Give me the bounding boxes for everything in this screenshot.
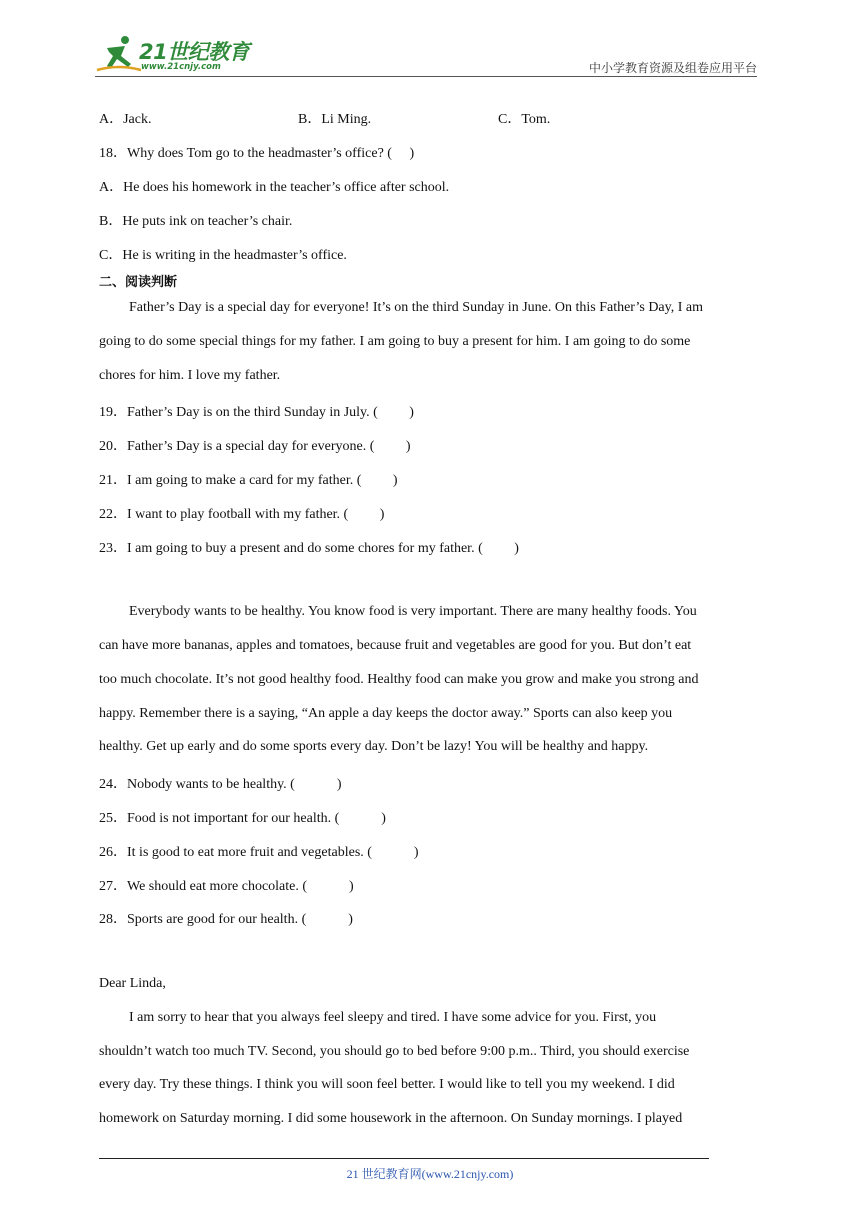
question-item: 22．I want to play football with my father. ( ) <box>99 507 385 522</box>
page-header <box>95 28 757 78</box>
question-item: 28．Sports are good for our health. ( ) <box>99 912 353 927</box>
q18-option-b: B．He puts ink on teacher’s chair. <box>99 214 293 229</box>
question-item: 26．It is good to eat more fruit and vegetables. ( ) <box>99 845 419 860</box>
q18-option-c: C．He is writing in the headmaster’s office. <box>99 248 347 263</box>
section-heading: 二、阅读判断 <box>99 275 178 290</box>
letter-line: every day. Try these things. I think you will soon feel better. I would like to tell you my weekend. I did <box>99 1077 675 1092</box>
question-item: 20．Father’s Day is a special day for everyone. ( ) <box>99 439 411 454</box>
passage2-line: too much chocolate. It’s not good healthy food. Healthy food can make you grow and make you strong and <box>99 672 699 687</box>
letter-line: I am sorry to hear that you always feel sleepy and tired. I have some advice for you. First, you <box>129 1010 657 1025</box>
passage2-line: healthy. Get up early and do some sports every day. Don’t be lazy! You will be healthy and happy. <box>99 739 649 754</box>
q18-option-a: A．He does his homework in the teacher’s office after school. <box>99 180 450 195</box>
site-logo <box>95 34 265 76</box>
logo-text: 21世纪教育 <box>139 40 250 64</box>
question-item: 25．Food is not important for our health. ( ) <box>99 811 386 826</box>
platform-title: 中小学教育资源及组卷应用平台 <box>588 61 757 75</box>
passage2-line: can have more bananas, apples and tomatoes, because fruit and vegetables are good for you. But don’t eat <box>99 638 692 653</box>
q17-option-b: B．Li Ming. <box>298 112 372 127</box>
logo-url: www.21cnjy.com <box>141 62 221 72</box>
passage1-line: Father’s Day is a special day for everyone! It’s on the third Sunday in June. On this Father’s Day, I am <box>129 300 703 315</box>
q18-stem: 18．Why does Tom go to the headmaster’s office? ( ) <box>99 146 415 161</box>
question-item: 23．I am going to buy a present and do some chores for my father. ( ) <box>99 541 519 556</box>
q17-option-c: C．Tom. <box>498 112 551 127</box>
page-footer: 21 世纪教育网(www.21cnjy.com) <box>346 1167 514 1181</box>
q17-option-a: A．Jack. <box>99 112 152 127</box>
passage2-line: Everybody wants to be healthy. You know food is very important. There are many healthy foods. You <box>129 604 697 619</box>
header-divider <box>95 76 757 77</box>
passage1-line: chores for him. I love my father. <box>99 368 281 383</box>
letter-line: homework on Saturday morning. I did some housework in the afternoon. On Sunday mornings. I played <box>99 1111 683 1126</box>
question-item: 24．Nobody wants to be healthy. ( ) <box>99 777 342 792</box>
footer-divider <box>99 1158 709 1159</box>
letter-line: shouldn’t watch too much TV. Second, you should go to bed before 9:00 p.m.. Third, you should exercise <box>99 1044 690 1059</box>
question-item: 21．I am going to make a card for my father. ( ) <box>99 473 398 488</box>
passage1-line: going to do some special things for my father. I am going to buy a present for him. I am going to do some <box>99 334 691 349</box>
question-item: 19．Father’s Day is on the third Sunday in July. ( ) <box>99 405 414 420</box>
passage2-line: happy. Remember there is a saying, “An apple a day keeps the doctor away.” Sports can also keep you <box>99 706 673 721</box>
letter-greeting: Dear Linda, <box>99 976 166 991</box>
question-item: 27．We should eat more chocolate. ( ) <box>99 879 354 894</box>
runner-logo-icon <box>95 34 143 74</box>
